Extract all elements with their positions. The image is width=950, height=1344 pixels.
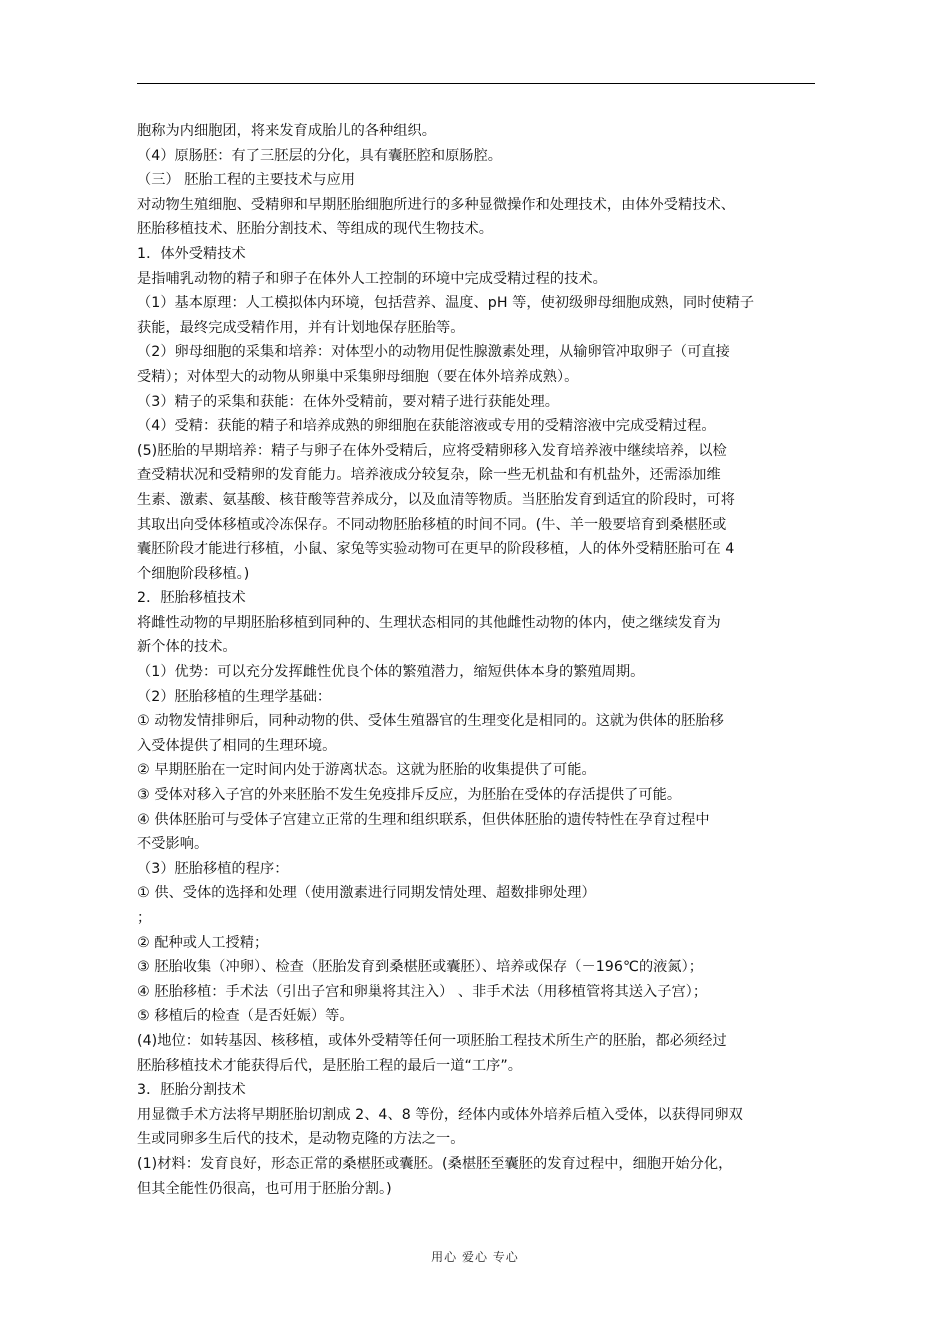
text-line: 查受精状况和受精卵的发育能力。培养液成分较复杂，除一些无机盐和有机盐外，还需添加维: [137, 467, 721, 484]
text-line: ④ 胚胎移植：手术法（引出子宫和卵巢将其注入） 、非手术法（用移植管将其送入子宫）；: [137, 983, 708, 1000]
text-line: ① 供、受体的选择和处理（使用激素进行同期发情处理、超数排卵处理）: [137, 885, 596, 902]
text-line: 胚胎移植技术、胚胎分割技术、等组成的现代生物技术。: [137, 221, 493, 238]
text-line: ③ 受体对移入子宫的外来胚胎不发生免疫排斥反应，为胚胎在受体的存活提供了可能。: [137, 787, 682, 804]
text-line: 用显微手术方法将早期胚胎切割成 2、4、8 等份，经体内或体外培养后植入受体，以获得同卵双: [137, 1106, 743, 1123]
text-line: ④ 供体胚胎可与受体子宫建立正常的生理和组织联系，但供体胚胎的遗传特性在孕育过程中: [137, 811, 710, 828]
text-line: 胞称为内细胞团，将来发育成胎儿的各种组织。: [137, 123, 436, 139]
text-line: （2）胚胎移植的生理学基础：: [137, 688, 332, 705]
text-line: 其取出向受体移植或冷冻保存。不同动物胚胎移植的时间不同。(牛、羊一般要培育到桑椹胚或: [137, 516, 727, 533]
text-line: (4)地位：如转基因、核移植，或体外受精等任何一项胚胎工程技术所生产的胚胎，都必须经过: [137, 1032, 727, 1049]
text-line: 1．体外受精技术: [137, 245, 246, 262]
text-line: ⑤ 移植后的检查（是否妊娠）等。: [137, 1008, 354, 1025]
text-line: （4）受精：获能的精子和培养成熟的卵细胞在获能溶液或专用的受精溶液中完成受精过程。: [137, 418, 716, 435]
text-line: ① 动物发情排卵后，同种动物的供、受体生殖器官的生理变化是相同的。这就为供体的胚胎移: [137, 713, 724, 730]
text-line: （3）胚胎移植的程序：: [137, 860, 289, 877]
text-line: （1）基本原理：人工模拟体内环境，包括营养、温度、pH 等，使初级卵母细胞成熟，同时使精子: [137, 295, 755, 312]
text-line: 将雌性动物的早期胚胎移植到同种的、生理状态相同的其他雌性动物的体内，使之继续发育为: [137, 614, 721, 631]
text-line: (1)材料：发育良好，形态正常的桑椹胚或囊胚。(桑椹胚至囊胚的发育过程中，细胞开始分化，: [137, 1155, 733, 1172]
text-line: ③ 胚胎收集（冲卵）、检查（胚胎发育到桑椹胚或囊胚）、培养或保存（－196℃的液氮）；: [137, 959, 704, 976]
text-line: 胚胎移植技术才能获得后代，是胚胎工程的最后一道“工序”。: [137, 1057, 522, 1074]
text-line: 但其全能性仍很高，也可用于胚胎分割。): [137, 1180, 392, 1197]
text-line: 3．胚胎分割技术: [137, 1082, 246, 1099]
text-line: 新个体的技术。: [137, 639, 237, 656]
text-line: （1）优势：可以充分发挥雌性优良个体的繁殖潜力，缩短供体本身的繁殖周期。: [137, 664, 645, 681]
text-line: （3）精子的采集和获能：在体外受精前，要对精子进行获能处理。: [137, 393, 559, 410]
document-body: [137, 119, 819, 1201]
text-line: 不受影响。: [137, 836, 209, 853]
text-line: 囊胚阶段才能进行移植，小鼠、家兔等实验动物可在更早的阶段移植，人的体外受精胚胎可在 4: [137, 541, 735, 558]
text-line: (5)胚胎的早期培养：精子与卵子在体外受精后，应将受精卵移入发育培养液中继续培养，以检: [137, 442, 727, 459]
text-line: ② 早期胚胎在一定时间内处于游离状态。这就为胚胎的收集提供了可能。: [137, 762, 596, 779]
text-line: 生或同卵多生后代的技术，是动物克隆的方法之一。: [137, 1131, 465, 1148]
text-line: ② 配种或人工授精；: [137, 934, 269, 951]
text-line: 受精）；对体型大的动物从卵巢中采集卵母细胞（要在体外培养成熟）。: [137, 368, 579, 385]
text-line: 生素、激素、氨基酸、核苷酸等营养成分，以及血清等物质。当胚胎发育到适宜的阶段时，可将: [137, 491, 735, 508]
header-rule: [137, 83, 815, 84]
text-line: 入受体提供了相同的生理环境。: [137, 737, 337, 754]
text-line: （三） 胚胎工程的主要技术与应用: [137, 172, 356, 189]
text-line: 对动物生殖细胞、受精卵和早期胚胎细胞所进行的多种显微操作和处理技术，由体外受精技术、: [137, 196, 735, 213]
text-line: 个细胞阶段移植。): [137, 565, 250, 582]
text-line: 获能，最终完成受精作用，并有计划地保存胚胎等。: [137, 319, 465, 336]
page-footer: 用心 爱心 专心: [431, 1250, 519, 1264]
text-line: （4）原肠胚：有了三胚层的分化，具有囊胚腔和原肠腔。: [137, 147, 503, 164]
text-line: 2．胚胎移植技术: [137, 590, 246, 607]
text-line: 是指哺乳动物的精子和卵子在体外人工控制的环境中完成受精过程的技术。: [137, 270, 607, 287]
text-line: （2）卵母细胞的采集和培养：对体型小的动物用促性腺激素处理，从输卵管冲取卵子（可直接: [137, 344, 730, 361]
text-line: ；: [137, 910, 152, 926]
